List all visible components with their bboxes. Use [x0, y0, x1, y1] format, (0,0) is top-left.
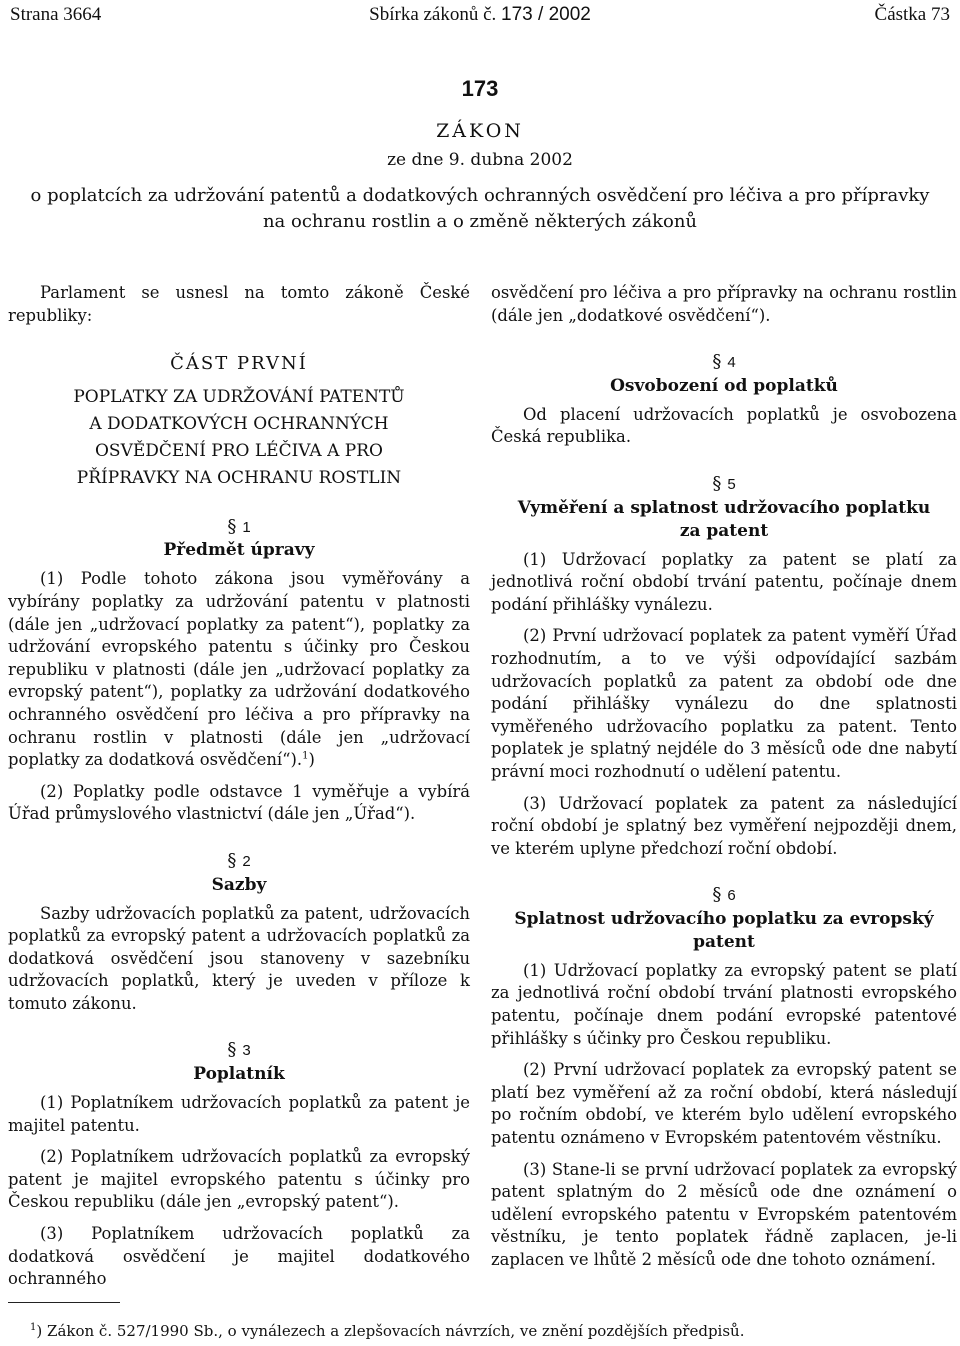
section-number: 2	[242, 852, 251, 870]
section-number: 6	[727, 887, 736, 905]
law-type: ZÁKON	[436, 120, 524, 142]
page-number: Strana 3664	[10, 4, 102, 25]
footnote-marker: 1	[30, 1322, 37, 1333]
paragraph: Od placení udržovacích poplatků je osvobozena Česká republika.	[491, 404, 957, 447]
paragraph: (1) Poplatníkem udržovacích poplatků za patent je majitel patentu.	[8, 1093, 470, 1135]
paragraph: (2) Poplatky podle odstavce 1 vyměřuje a vybírá Úřad průmyslového vlastnictví (dále jen „Úřad“).	[8, 781, 470, 824]
part-subtitle-line: PŘÍPRAVKY NA OCHRANU ROSTLIN	[76, 467, 402, 488]
section-number: 4	[727, 354, 736, 372]
page-header	[10, 4, 950, 30]
section-title-line: Vyměření a splatnost udržovacího poplatku	[517, 497, 931, 518]
law-date: ze dne 9. dubna 2002	[387, 150, 573, 170]
section-heading	[8, 1039, 470, 1063]
section-heading	[491, 884, 957, 908]
section-symbol: §	[227, 849, 237, 871]
footnote-text: Zákon č. 527/1990 Sb., o vynálezech a zlepšovacích návrzích, ve znění pozdějších předpisů.	[47, 1322, 745, 1340]
part-subtitle-line: POPLATKY ZA UDRŽOVÁNÍ PATENTŮ	[73, 386, 405, 407]
paragraph-continuation: osvědčení pro léčiva a pro přípravky na ochranu rostlin (dále jen „dodatkové osvědčení“).	[491, 283, 957, 325]
part-subtitle-line: OSVĚDČENÍ PRO LÉČIVA A PRO	[95, 440, 383, 461]
section-heading	[491, 351, 957, 375]
part-label: Částka 73	[874, 4, 950, 25]
part-subtitle	[8, 384, 470, 492]
paragraph: (3) Poplatníkem udržovacích poplatků za dodatková osvědčení je majitel dodatkového ochranného	[8, 1224, 470, 1289]
paragraph: (1) Udržovací poplatky za evropský patent se platí za jednotlivá roční období trvání platnosti evropského patentu, počínaje dnem podání evropské patentové přihlášky s účinky pro Českou republiku.	[491, 960, 957, 1048]
law-number: 173	[461, 76, 499, 101]
footnote-ref-close: )	[308, 750, 315, 770]
law-title-line: na ochranu rostlin a o změně některých zákonů	[262, 211, 698, 232]
paragraph: Sazby udržovacích poplatků za patent, udržovacích poplatků za evropský patent a udržovacích poplatků za dodatková osvědčení jsou stanoveny v sazebníku udržovacích poplatků, který je uveden v příloze k tomuto zákonu.	[8, 903, 470, 1013]
footnote-ref: 1	[302, 750, 309, 762]
part-title: ČÁST PRVNÍ	[170, 353, 308, 375]
section-title-line: za patent	[679, 520, 769, 541]
paragraph: (3) Udržovací poplatek za patent za následující roční období je splatný bez vyměření nejpozději dnem, ve kterém uplyne předchozí roční období.	[491, 793, 957, 858]
footnote	[30, 1322, 744, 1340]
section-title: Poplatník	[193, 1064, 285, 1085]
paragraph: (2) První udržovací poplatek za patent vyměří Úřad rozhodnutím, a to ve výši odpovídající sazbám udržovacích poplatků za patent za období ode dne podání přihlášky vynálezu do dne splatnosti vyměřeného udržovacího poplatku za patent. Tento poplatek je splatný nejdéle do 3 měsíců ode dne nabytí právní moci rozhodnutí o udělení patentu.	[491, 626, 957, 781]
section-symbol: §	[227, 515, 237, 537]
section-heading	[8, 516, 470, 540]
section-symbol: §	[712, 472, 722, 494]
section-title: Splatnost udržovacího poplatku za evropský patent	[514, 908, 934, 952]
section-number: 5	[727, 475, 736, 493]
section-heading	[8, 850, 470, 874]
footnote-marker-close: )	[36, 1322, 43, 1340]
section-number: 1	[242, 518, 251, 536]
section-number: 3	[242, 1042, 251, 1060]
section-title: Sazby	[211, 874, 267, 895]
paragraph: (3) Stane-li se první udržovací poplatek za evropský patent splatným do 2 měsíců ode dne oznámení o udělení evropského patentu v Evropském patentovém věstníku, je tento poplatek řádně zaplacen, je-li zaplacen ve lhůtě 2 měsíců ode dne tohoto oznámení.	[491, 1159, 957, 1269]
section-title: Předmět úpravy	[163, 540, 315, 561]
collection-number: 173 / 2002	[501, 4, 591, 25]
left-column	[8, 282, 470, 1291]
right-column	[491, 282, 957, 1272]
section-symbol: §	[227, 1039, 237, 1061]
paragraph-text: (1) Podle tohoto zákona jsou vyměřovány a vybírány poplatky za udržování patentu v platnosti (dále jen „udržovací poplatky za patent“), poplatky za udržování evropského patentu s účinky pro Českou republiku v platnosti (dále jen „udržovací poplatky za evropský patent“), poplatky za udržování dodatkového ochranného osvědčení pro léčiva a pro přípravky na ochranu rostlin v platnosti (dále jen „udržovací poplatky za dodatková osvědčení“).	[8, 569, 470, 770]
law-title	[0, 183, 960, 235]
collection-prefix: Sbírka zákonů č.	[369, 4, 497, 25]
section-title: Osvobození od poplatků	[610, 375, 838, 396]
section-heading	[491, 473, 957, 497]
section-symbol: §	[712, 351, 722, 373]
intro-text: Parlament se usnesl na tomto zákoně České republiky:	[8, 283, 470, 325]
section-title	[491, 497, 957, 543]
law-title-line: o poplatcích za udržování patentů a dodatkových ochranných osvědčení pro léčiva a pro přípravky	[30, 185, 930, 206]
paragraph: (2) Poplatníkem udržovacích poplatků za evropský patent je majitel evropského patentu s účinky pro Českou republiku (dále jen „evropský patent“).	[8, 1147, 470, 1212]
section-symbol: §	[712, 884, 722, 906]
part-subtitle-line: A DODATKOVÝCH OCHRANNÝCH	[89, 413, 389, 434]
footnote-divider	[8, 1302, 120, 1303]
paragraph: (1) Udržovací poplatky za patent se platí za jednotlivá roční období trvání patentu, počínaje dnem podání přihlášky vynálezu.	[491, 549, 957, 614]
paragraph	[8, 568, 470, 771]
collection-reference	[10, 4, 950, 26]
paragraph: (2) První udržovací poplatek za evropský patent se platí bez vyměření až za roční období, která následují po ročním období, ve kterém bylo udělení evropského patentu oznámeno v Evropském patentovém věstníku.	[491, 1060, 957, 1148]
